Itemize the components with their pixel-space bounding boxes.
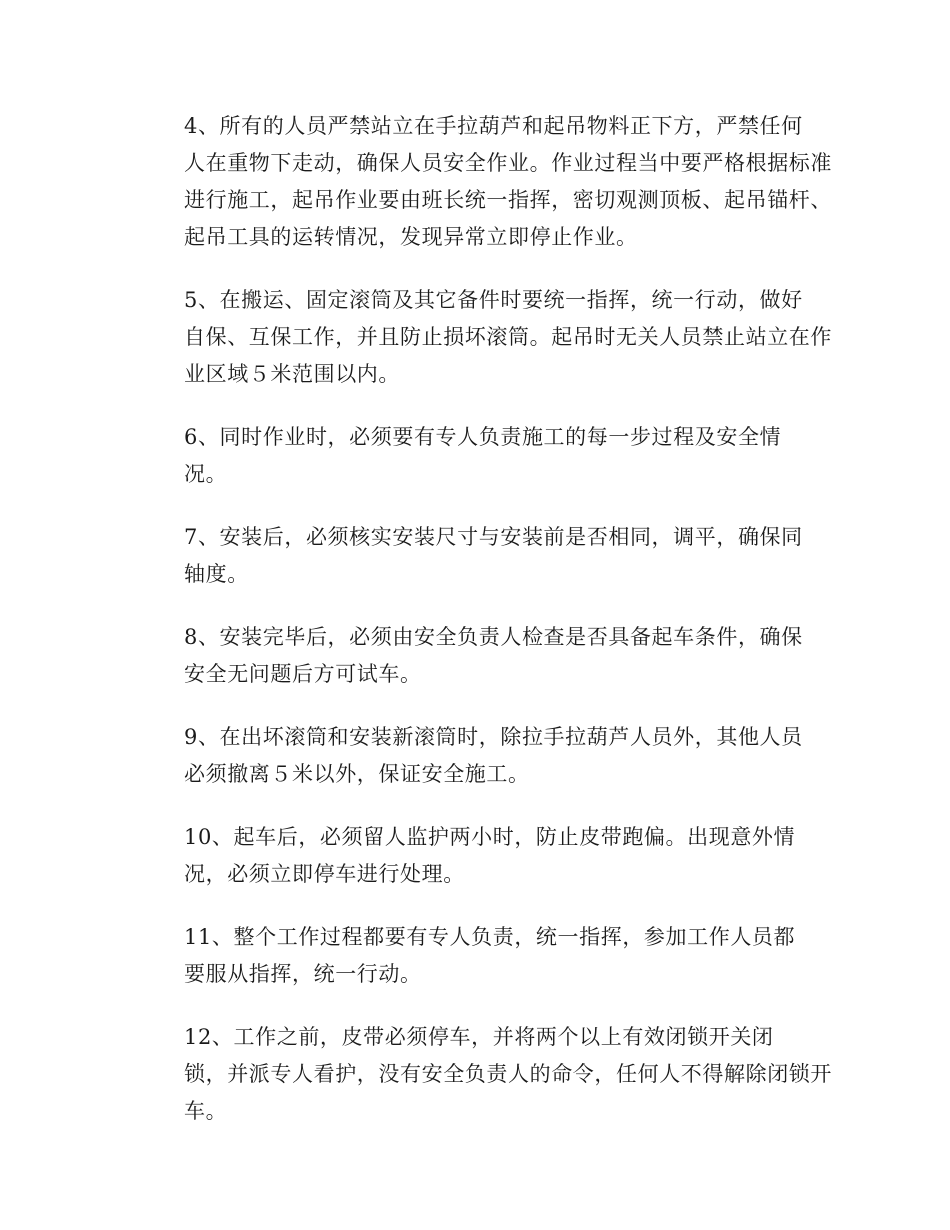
paragraph-line: 5、在搬运、固定滚筒及其它备件时要统一指挥，统一行动，做好: [184, 288, 803, 312]
paragraph-line: 12、工作之前，皮带必须停车，并将两个以上有效闭锁开关闭: [184, 1025, 774, 1049]
paragraph-line: 必须撤离５米以外，保证安全施工。: [184, 762, 530, 786]
paragraph-line: 业区域５米范围以内。: [184, 362, 400, 386]
paragraph-line: 6、同时作业时，必须要有专人负责施工的每一步过程及安全情: [184, 425, 782, 449]
paragraph-line: 要服从指挥，统一行动。: [184, 962, 422, 986]
paragraph-line: 7、安装后，必须核实安装尺寸与安装前是否相同，调平，确保同: [184, 525, 803, 549]
paragraph-item-6: [142, 419, 810, 493]
paragraph-line: 8、安装完毕后，必须由安全负责人检查是否具备起车条件，确保: [184, 625, 803, 649]
paragraph-item-5: [142, 282, 832, 393]
paragraph-line: 轴度。: [184, 562, 249, 586]
paragraph-line: 进行施工，起吊作业要由班长统一指挥，密切观测顶板、起吊锚杆、: [184, 188, 832, 212]
paragraph-line: 车。: [184, 1099, 228, 1123]
paragraph-line: 况。: [184, 462, 228, 486]
paragraph-line: 人在重物下走动，确保人员安全作业。作业过程当中要严格根据标准: [184, 151, 832, 175]
paragraph-line: 11、整个工作过程都要有专人负责，统一指挥，参加工作人员都: [184, 925, 796, 949]
paragraph-item-9: [142, 719, 810, 793]
paragraph-line: 锁，并派专人看护，没有安全负责人的命令，任何人不得解除闭锁开: [184, 1062, 832, 1086]
paragraph-item-11: [142, 919, 810, 993]
paragraph-item-7: [142, 519, 810, 593]
paragraph-line: 安全无问题后方可试车。: [184, 662, 422, 686]
paragraph-item-12: [142, 1019, 832, 1130]
paragraph-line: 况，必须立即停车进行处理。: [184, 862, 465, 886]
paragraph-item-4: [142, 108, 832, 256]
paragraph-line: 9、在出坏滚筒和安装新滚筒时，除拉手拉葫芦人员外，其他人员: [184, 725, 803, 749]
paragraph-item-10: [142, 819, 810, 893]
paragraph-line: 10、起车后，必须留人监护两小时，防止皮带跑偏。出现意外情: [184, 825, 796, 849]
paragraph-line: 4、所有的人员严禁站立在手拉葫芦和起吊物料正下方，严禁任何: [184, 114, 803, 138]
paragraph-line: 自保、互保工作，并且防止损坏滚筒。起吊时无关人员禁止站立在作: [184, 325, 832, 349]
document-body: [142, 108, 832, 1130]
paragraph-item-8: [142, 619, 810, 693]
paragraph-line: 起吊工具的运转情况，发现异常立即停止作业。: [184, 225, 638, 249]
